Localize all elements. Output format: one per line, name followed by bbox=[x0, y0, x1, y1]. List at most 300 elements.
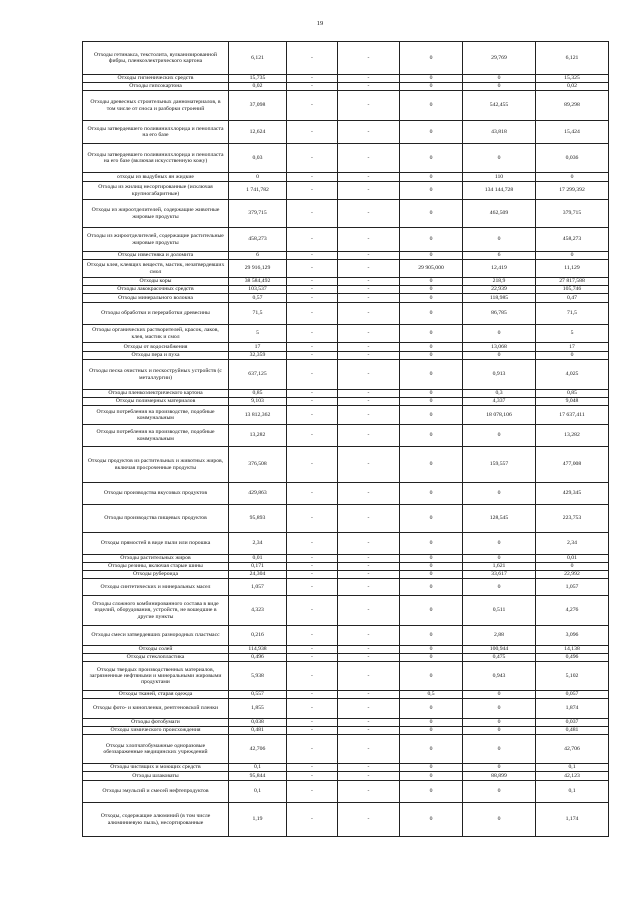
value-cell: 0 bbox=[463, 719, 536, 727]
value-cell: 71,5 bbox=[229, 303, 287, 325]
value-cell: 88,899 bbox=[463, 772, 536, 781]
value-cell: - bbox=[338, 390, 400, 398]
value-cell: 14,138 bbox=[536, 646, 609, 654]
table-row bbox=[83, 596, 609, 626]
waste-type-cell: Отходы обработки и переработки древесины bbox=[83, 303, 229, 325]
value-cell: 4,337 bbox=[463, 398, 536, 406]
value-cell: 218,9 bbox=[463, 278, 536, 286]
table-row bbox=[83, 144, 609, 173]
table-row bbox=[83, 121, 609, 144]
value-cell: - bbox=[287, 390, 338, 398]
value-cell: 0 bbox=[400, 390, 463, 398]
value-cell: 1,874 bbox=[536, 699, 609, 719]
value-cell: - bbox=[338, 563, 400, 571]
waste-type-cell: Отходы минерального волокна bbox=[83, 294, 229, 303]
waste-type-cell: Отходы пера и пуха bbox=[83, 352, 229, 360]
value-cell: - bbox=[287, 182, 338, 200]
value-cell: 103,537 bbox=[229, 286, 287, 294]
value-cell: - bbox=[287, 325, 338, 343]
value-cell: 542,455 bbox=[463, 91, 536, 121]
table-row bbox=[83, 303, 609, 325]
value-cell: - bbox=[338, 699, 400, 719]
value-cell: - bbox=[287, 398, 338, 406]
page-number: 19 bbox=[316, 20, 324, 27]
value-cell: - bbox=[287, 173, 338, 182]
table-row bbox=[83, 803, 609, 837]
value-cell: - bbox=[287, 360, 338, 390]
value-cell: - bbox=[338, 425, 400, 447]
value-cell: 0,943 bbox=[463, 662, 536, 691]
value-cell: 100,944 bbox=[463, 646, 536, 654]
table-row bbox=[83, 360, 609, 390]
value-cell: 0,216 bbox=[229, 626, 287, 646]
value-cell: 0 bbox=[400, 91, 463, 121]
value-cell: 0 bbox=[463, 735, 536, 764]
value-cell: - bbox=[338, 91, 400, 121]
value-cell: 0 bbox=[463, 727, 536, 735]
table-row bbox=[83, 772, 609, 781]
value-cell: 0,01 bbox=[229, 555, 287, 563]
table-row bbox=[83, 173, 609, 182]
value-cell: - bbox=[338, 764, 400, 772]
value-cell: - bbox=[287, 626, 338, 646]
table-row bbox=[83, 398, 609, 406]
value-cell: 0,3 bbox=[463, 390, 536, 398]
value-cell: 0 bbox=[400, 654, 463, 662]
waste-type-cell: Отходы от водоснабжения bbox=[83, 343, 229, 352]
value-cell: - bbox=[338, 691, 400, 699]
value-cell: 0 bbox=[400, 626, 463, 646]
value-cell: 29,769 bbox=[463, 42, 536, 75]
value-cell: - bbox=[287, 662, 338, 691]
value-cell: - bbox=[287, 654, 338, 662]
value-cell: 114,938 bbox=[229, 646, 287, 654]
value-cell: 0,1 bbox=[536, 764, 609, 772]
value-cell: - bbox=[338, 200, 400, 228]
value-cell: - bbox=[338, 228, 400, 252]
value-cell: 110 bbox=[463, 173, 536, 182]
value-cell: - bbox=[338, 360, 400, 390]
value-cell: 0,1 bbox=[229, 781, 287, 803]
value-cell: 0 bbox=[536, 563, 609, 571]
value-cell: 29 905,000 bbox=[400, 260, 463, 278]
value-cell: 3,096 bbox=[536, 626, 609, 646]
value-cell: 22,992 bbox=[536, 571, 609, 579]
waste-type-cell: Отходы рубероида bbox=[83, 571, 229, 579]
waste-type-cell: Отходы коры bbox=[83, 278, 229, 286]
value-cell: 13 812,362 bbox=[229, 406, 287, 425]
waste-type-cell: Отходы шлаковаты bbox=[83, 772, 229, 781]
value-cell: - bbox=[338, 654, 400, 662]
value-cell: 0 bbox=[400, 173, 463, 182]
waste-type-cell: Отходы твердых производственных материалов, загрязненные нефтяными и минеральными жировыми продуктами bbox=[83, 662, 229, 691]
value-cell: 0 bbox=[400, 563, 463, 571]
value-cell: 9,103 bbox=[229, 398, 287, 406]
value-cell: - bbox=[338, 626, 400, 646]
table-row bbox=[83, 699, 609, 719]
value-cell: 0 bbox=[463, 228, 536, 252]
waste-type-cell: Отходы производства пищевых продуктов bbox=[83, 505, 229, 533]
value-cell: - bbox=[338, 533, 400, 555]
value-cell: 0,1 bbox=[229, 764, 287, 772]
value-cell: - bbox=[338, 352, 400, 360]
value-cell: 22,939 bbox=[463, 286, 536, 294]
waste-type-cell: Отходы древесных строительных данноматериалов, в том числе от сноса и разборки строений bbox=[83, 91, 229, 121]
value-cell: 1 741,782 bbox=[229, 182, 287, 200]
table-row bbox=[83, 352, 609, 360]
value-cell: 0 bbox=[400, 278, 463, 286]
value-cell: 0 bbox=[400, 144, 463, 173]
value-cell: - bbox=[287, 579, 338, 596]
value-cell: 0 bbox=[400, 483, 463, 505]
value-cell: 38 584,492 bbox=[229, 278, 287, 286]
value-cell: - bbox=[338, 278, 400, 286]
table-row bbox=[83, 278, 609, 286]
table-row bbox=[83, 483, 609, 505]
value-cell: 0 bbox=[400, 555, 463, 563]
value-cell: 0 bbox=[463, 425, 536, 447]
table-row bbox=[83, 533, 609, 555]
value-cell: 0 bbox=[400, 781, 463, 803]
value-cell: - bbox=[287, 555, 338, 563]
value-cell: 0,481 bbox=[229, 727, 287, 735]
value-cell: 0,02 bbox=[229, 83, 287, 91]
value-cell: - bbox=[287, 303, 338, 325]
value-cell: - bbox=[287, 533, 338, 555]
value-cell: - bbox=[338, 505, 400, 533]
value-cell: 0 bbox=[400, 764, 463, 772]
value-cell: 0 bbox=[463, 325, 536, 343]
value-cell: - bbox=[287, 42, 338, 75]
value-cell: - bbox=[338, 803, 400, 837]
value-cell: - bbox=[338, 121, 400, 144]
value-cell: 15,735 bbox=[229, 75, 287, 83]
value-cell: 0 bbox=[400, 735, 463, 764]
value-cell: 5 bbox=[229, 325, 287, 343]
value-cell: 86,785 bbox=[463, 303, 536, 325]
waste-type-cell: Отходы песка очистных и пескоструйных устройств (с металлургии) bbox=[83, 360, 229, 390]
value-cell: 15,325 bbox=[536, 75, 609, 83]
value-cell: 0 bbox=[463, 691, 536, 699]
value-cell: 0,5 bbox=[400, 691, 463, 699]
value-cell: 477,008 bbox=[536, 447, 609, 483]
table-row bbox=[83, 691, 609, 699]
value-cell: - bbox=[338, 83, 400, 91]
value-cell: - bbox=[338, 260, 400, 278]
value-cell: 5,102 bbox=[536, 662, 609, 691]
value-cell: 6,121 bbox=[229, 42, 287, 75]
value-cell: - bbox=[338, 398, 400, 406]
value-cell: 0 bbox=[536, 352, 609, 360]
value-cell: 0 bbox=[400, 505, 463, 533]
waste-type-cell: отходы из выдубных ян жидкие bbox=[83, 173, 229, 182]
value-cell: - bbox=[338, 735, 400, 764]
value-cell: 0,171 bbox=[229, 563, 287, 571]
table-row bbox=[83, 75, 609, 83]
value-cell: 0,037 bbox=[536, 719, 609, 727]
value-cell: 0 bbox=[400, 571, 463, 579]
value-cell: 0 bbox=[400, 406, 463, 425]
value-cell: - bbox=[287, 563, 338, 571]
value-cell: 4,323 bbox=[229, 596, 287, 626]
value-cell: 13,068 bbox=[463, 343, 536, 352]
waste-type-cell: Отходы из жилищ несортированные (исключая крупногабаритные) bbox=[83, 182, 229, 200]
value-cell: 0 bbox=[400, 42, 463, 75]
value-cell: 2,34 bbox=[229, 533, 287, 555]
table-row bbox=[83, 571, 609, 579]
value-cell: - bbox=[287, 144, 338, 173]
value-cell: 32,359 bbox=[229, 352, 287, 360]
value-cell: 2,88 bbox=[463, 626, 536, 646]
waste-type-cell: Отходы фотобумаги bbox=[83, 719, 229, 727]
value-cell: - bbox=[287, 228, 338, 252]
value-cell: 1,174 bbox=[536, 803, 609, 837]
value-cell: 0 bbox=[400, 121, 463, 144]
value-cell: 42,706 bbox=[229, 735, 287, 764]
value-cell: 118,985 bbox=[463, 294, 536, 303]
table-row bbox=[83, 654, 609, 662]
value-cell: - bbox=[287, 691, 338, 699]
table-row bbox=[83, 735, 609, 764]
table-row bbox=[83, 83, 609, 91]
value-cell: 0 bbox=[400, 200, 463, 228]
waste-type-cell: Отходы гипсокартона bbox=[83, 83, 229, 91]
value-cell: 0 bbox=[463, 555, 536, 563]
table-row bbox=[83, 42, 609, 75]
value-cell: 12,419 bbox=[463, 260, 536, 278]
value-cell: 0 bbox=[400, 533, 463, 555]
value-cell: 6 bbox=[463, 252, 536, 260]
value-cell: 1,19 bbox=[229, 803, 287, 837]
value-cell: - bbox=[338, 596, 400, 626]
waste-type-cell: Отходы химического происхождения bbox=[83, 727, 229, 735]
value-cell: 9,048 bbox=[536, 398, 609, 406]
waste-table bbox=[82, 41, 609, 837]
value-cell: 0 bbox=[400, 727, 463, 735]
waste-type-cell: Отходы солей bbox=[83, 646, 229, 654]
table-row bbox=[83, 425, 609, 447]
value-cell: 0,85 bbox=[536, 390, 609, 398]
value-cell: 0 bbox=[400, 596, 463, 626]
value-cell: 13,282 bbox=[229, 425, 287, 447]
value-cell: 42,123 bbox=[536, 772, 609, 781]
value-cell: - bbox=[287, 343, 338, 352]
value-cell: - bbox=[287, 75, 338, 83]
value-cell: 223,753 bbox=[536, 505, 609, 533]
value-cell: 0 bbox=[400, 352, 463, 360]
value-cell: 5,938 bbox=[229, 662, 287, 691]
value-cell: - bbox=[287, 483, 338, 505]
value-cell: 33,617 bbox=[463, 571, 536, 579]
value-cell: 0 bbox=[400, 425, 463, 447]
value-cell: 0,85 bbox=[229, 390, 287, 398]
waste-type-cell: Отходы смеси затвердевших разнородных пластмасс bbox=[83, 626, 229, 646]
value-cell: 0 bbox=[463, 764, 536, 772]
value-cell: 12,624 bbox=[229, 121, 287, 144]
value-cell: 0 bbox=[463, 579, 536, 596]
value-cell: - bbox=[338, 772, 400, 781]
value-cell: - bbox=[287, 735, 338, 764]
value-cell: - bbox=[287, 505, 338, 533]
value-cell: 1,057 bbox=[229, 579, 287, 596]
value-cell: 159,557 bbox=[463, 447, 536, 483]
waste-type-cell: Отходы пленкоэлектрического картона bbox=[83, 390, 229, 398]
waste-type-cell: Отходы лакокрасочных средств bbox=[83, 286, 229, 294]
value-cell: 458,273 bbox=[229, 228, 287, 252]
value-cell: - bbox=[338, 727, 400, 735]
value-cell: 4,025 bbox=[536, 360, 609, 390]
value-cell: - bbox=[287, 83, 338, 91]
value-cell: - bbox=[338, 182, 400, 200]
value-cell: 71,5 bbox=[536, 303, 609, 325]
value-cell: - bbox=[287, 200, 338, 228]
waste-type-cell: Отходы гигиенических средств bbox=[83, 75, 229, 83]
waste-type-cell: Отходы из жироотделителей, содержащие растительные жировые продукты bbox=[83, 228, 229, 252]
value-cell: 128,545 bbox=[463, 505, 536, 533]
waste-type-cell: Отходы известняка и доломита bbox=[83, 252, 229, 260]
table-row bbox=[83, 563, 609, 571]
value-cell: - bbox=[338, 325, 400, 343]
value-cell: - bbox=[338, 343, 400, 352]
waste-type-cell: Отходы стеклопластика bbox=[83, 654, 229, 662]
value-cell: 0 bbox=[400, 803, 463, 837]
value-cell: 17 bbox=[229, 343, 287, 352]
table-row bbox=[83, 719, 609, 727]
value-cell: 0,038 bbox=[229, 719, 287, 727]
table-row bbox=[83, 447, 609, 483]
value-cell: 1,855 bbox=[229, 699, 287, 719]
value-cell: 0 bbox=[400, 294, 463, 303]
value-cell: 0 bbox=[400, 772, 463, 781]
value-cell: - bbox=[287, 425, 338, 447]
value-cell: - bbox=[338, 144, 400, 173]
value-cell: - bbox=[287, 571, 338, 579]
table-row bbox=[83, 294, 609, 303]
value-cell: 637,125 bbox=[229, 360, 287, 390]
value-cell: 11,129 bbox=[536, 260, 609, 278]
value-cell: - bbox=[338, 294, 400, 303]
value-cell: - bbox=[287, 294, 338, 303]
value-cell: 0 bbox=[463, 781, 536, 803]
value-cell: - bbox=[338, 555, 400, 563]
table-row bbox=[83, 200, 609, 228]
value-cell: 0,481 bbox=[536, 727, 609, 735]
waste-type-cell: Отходы прямостей в виде пыли или порошка bbox=[83, 533, 229, 555]
value-cell: - bbox=[287, 406, 338, 425]
value-cell: 0,057 bbox=[536, 691, 609, 699]
value-cell: 0 bbox=[463, 352, 536, 360]
value-cell: - bbox=[287, 447, 338, 483]
value-cell: 0 bbox=[400, 447, 463, 483]
value-cell: 0,1 bbox=[536, 781, 609, 803]
value-cell: 0 bbox=[463, 83, 536, 91]
value-cell: 0 bbox=[400, 662, 463, 691]
table-row bbox=[83, 626, 609, 646]
table-row bbox=[83, 390, 609, 398]
value-cell: 17 637,411 bbox=[536, 406, 609, 425]
value-cell: 0,57 bbox=[229, 294, 287, 303]
waste-type-cell: Отходы гетинакса, текстолита, вулканизированной фибры, пленкоэлектрического картона bbox=[83, 42, 229, 75]
table-body bbox=[83, 42, 609, 837]
value-cell: - bbox=[287, 772, 338, 781]
value-cell: - bbox=[287, 121, 338, 144]
value-cell: 376,508 bbox=[229, 447, 287, 483]
value-cell: 0 bbox=[400, 719, 463, 727]
value-cell: 458,273 bbox=[536, 228, 609, 252]
value-cell: - bbox=[287, 719, 338, 727]
table-row bbox=[83, 646, 609, 654]
value-cell: 37,098 bbox=[229, 91, 287, 121]
value-cell: 43,818 bbox=[463, 121, 536, 144]
waste-type-cell: Отходы тканей, старая одежда bbox=[83, 691, 229, 699]
table-row bbox=[83, 727, 609, 735]
value-cell: 0 bbox=[400, 83, 463, 91]
value-cell: 0 bbox=[400, 252, 463, 260]
value-cell: 0,47 bbox=[536, 294, 609, 303]
value-cell: 95,844 bbox=[229, 772, 287, 781]
table-row bbox=[83, 182, 609, 200]
value-cell: - bbox=[287, 252, 338, 260]
value-cell: 1,057 bbox=[536, 579, 609, 596]
value-cell: 0,913 bbox=[463, 360, 536, 390]
value-cell: 17 bbox=[536, 343, 609, 352]
waste-type-cell: Отходы продуктов из растительных и животных жиров, включая просроченные продукты bbox=[83, 447, 229, 483]
value-cell: 0,557 bbox=[229, 691, 287, 699]
table-row bbox=[83, 286, 609, 294]
value-cell: 0,475 bbox=[463, 654, 536, 662]
value-cell: 0 bbox=[463, 144, 536, 173]
value-cell: - bbox=[338, 447, 400, 483]
value-cell: - bbox=[338, 662, 400, 691]
waste-type-cell: Отходы сложного комбинированного состава в виде изделий, оборудования, устройств, не вошедшие в другие пункты bbox=[83, 596, 229, 626]
table-row bbox=[83, 764, 609, 772]
waste-type-cell: Отходы чистящих и моющих средств bbox=[83, 764, 229, 772]
value-cell: 6 bbox=[229, 252, 287, 260]
table-row bbox=[83, 781, 609, 803]
value-cell: - bbox=[338, 286, 400, 294]
value-cell: - bbox=[287, 764, 338, 772]
value-cell: - bbox=[338, 483, 400, 505]
value-cell: 4,276 bbox=[536, 596, 609, 626]
value-cell: 0,03 bbox=[229, 144, 287, 173]
value-cell: 15,424 bbox=[536, 121, 609, 144]
value-cell: 2,34 bbox=[536, 533, 609, 555]
value-cell: 0 bbox=[400, 325, 463, 343]
waste-type-cell: Отходы потребления на производстве, подобные коммунальным bbox=[83, 425, 229, 447]
value-cell: - bbox=[287, 260, 338, 278]
value-cell: 134 144,728 bbox=[463, 182, 536, 200]
table-row bbox=[83, 406, 609, 425]
value-cell: 0 bbox=[400, 699, 463, 719]
value-cell: - bbox=[338, 303, 400, 325]
value-cell: - bbox=[287, 596, 338, 626]
value-cell: 0,496 bbox=[229, 654, 287, 662]
value-cell: - bbox=[338, 75, 400, 83]
value-cell: 429,345 bbox=[536, 483, 609, 505]
table-row bbox=[83, 555, 609, 563]
value-cell: 29 916,129 bbox=[229, 260, 287, 278]
value-cell: 379,715 bbox=[536, 200, 609, 228]
value-cell: - bbox=[287, 699, 338, 719]
table-row bbox=[83, 662, 609, 691]
table-row bbox=[83, 579, 609, 596]
value-cell: 0,511 bbox=[463, 596, 536, 626]
value-cell: - bbox=[287, 803, 338, 837]
value-cell: 95,893 bbox=[229, 505, 287, 533]
value-cell: 0 bbox=[400, 182, 463, 200]
waste-type-cell: Отходы синтетических и минеральных масел bbox=[83, 579, 229, 596]
value-cell: 24,304 bbox=[229, 571, 287, 579]
